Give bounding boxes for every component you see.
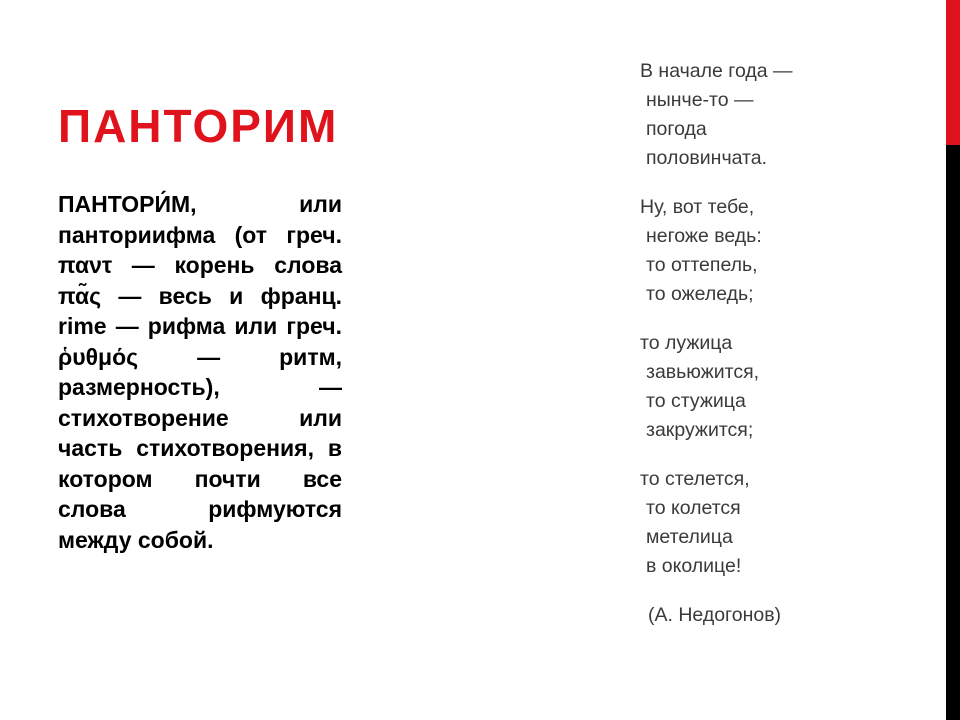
definition-text: ПАНТОРИ́М, или панториифма (от греч. παντ — корень слова πα̃ς — весь и франц. rime — рифма или греч. ῥυθμός — ритм, размерность), — стихотворение или часть стихотворения, в котором почти все слова рифмуются между собой. — [58, 191, 342, 553]
poem-line: Ну, вот тебе, — [640, 196, 755, 218]
poem-line: то стелется, — [640, 468, 750, 490]
poem-line: завьюжится, — [646, 361, 760, 383]
poem-line: то колется — [646, 497, 741, 519]
poem-line: в околице! — [646, 555, 742, 577]
edge-accent-bar-black — [946, 145, 960, 720]
poem-attribution: (А. Недогонов) — [648, 604, 782, 626]
poem-stanza-3 — [640, 329, 930, 445]
poem-line: то оттепель, — [646, 254, 758, 276]
poem-line: то ожеледь; — [646, 283, 754, 305]
poem — [640, 57, 930, 630]
poem-line: негоже ведь: — [646, 225, 762, 247]
poem-line: половинчата. — [646, 147, 767, 169]
poem-line: закружится; — [646, 419, 754, 441]
poem-line: то стужица — [646, 390, 746, 412]
poem-line: В начале года — — [640, 60, 793, 82]
poem-line: то лужица — [640, 332, 733, 354]
poem-line: нынче-то — — [646, 89, 754, 111]
edge-accent-bar-red — [946, 0, 960, 145]
poem-stanza-1 — [640, 57, 930, 173]
poem-line: метелица — [646, 526, 733, 548]
poem-stanza-4 — [640, 465, 930, 581]
slide-title: ПАНТОРИМ — [58, 100, 339, 152]
poem-stanza-2 — [640, 193, 930, 309]
poem-line: погода — [646, 118, 707, 140]
